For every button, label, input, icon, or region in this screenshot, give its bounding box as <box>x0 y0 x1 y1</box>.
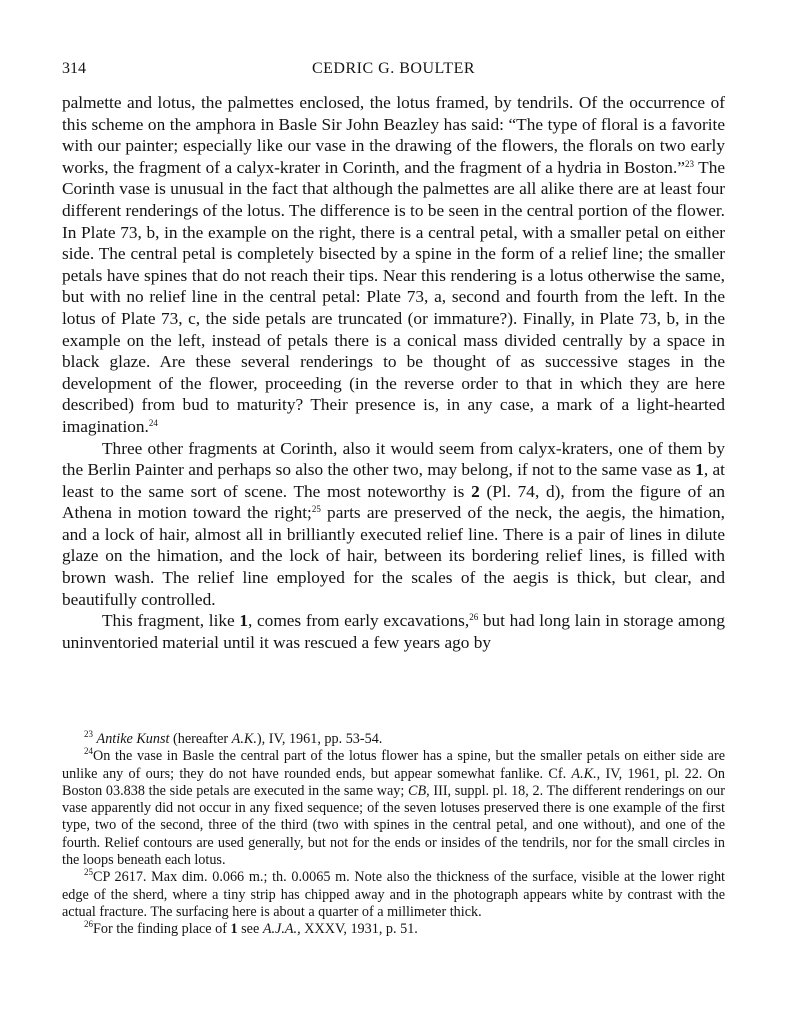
footnote-number: 23 <box>84 729 93 739</box>
paragraph-2 <box>62 438 725 611</box>
page-number: 314 <box>62 60 86 77</box>
text-span: (hereafter <box>169 731 232 747</box>
text-span: see <box>237 921 263 938</box>
footnote-number: 25 <box>84 867 93 878</box>
text-span: , XXXV, 1931, p. 51. <box>297 921 418 938</box>
italic-text: A.J.A. <box>262 921 298 938</box>
footnote-23 <box>62 731 725 748</box>
footnote-24 <box>62 748 725 869</box>
footnote-25 <box>62 869 725 921</box>
footnote-ref-23: 23 <box>684 158 694 169</box>
text-span: but had long lain in storage among uninventoried material until it was rescued a few years ago by <box>62 611 726 652</box>
text-span: CP 2617. Max dim. 0.066 m.; th. 0.0065 m. Note also the thickness of the surface, visible at the lower right edge of the sherd, where a tiny strip has chipped away and in the photograph appears white by contrast with the actual fracture. The surfacing here is about a quarter of a millimeter thick. <box>62 869 725 920</box>
italic-text: Antike Kunst <box>96 731 170 747</box>
text-span: ), IV, 1961, pp. 53-54. <box>256 731 383 747</box>
text-span: , III, suppl. pl. 18, 2. The different renderings on our vase apparently did not occur in any fixed sequence; of the seven lotuses preserved there is one example of the first type, two of the second, three of the third (two with spines in the central petal, and one without), and one of the fourth. Relief contours are used generally, but not for the ends or insides of the tendrils, nor for the small circles in the loops beneath each lotus. <box>62 782 725 869</box>
italic-text: CB <box>408 782 427 799</box>
page-header <box>62 60 725 82</box>
paragraph-1 <box>62 92 725 438</box>
fragment-number: 1 <box>230 921 238 938</box>
footnote-ref-26: 26 <box>469 612 479 623</box>
fragment-number: 1 <box>695 460 704 480</box>
footnote-ref-25: 25 <box>311 504 321 515</box>
text-span: palmette and lotus, the palmettes enclosed, the lotus framed, by tendrils. Of the occurrence of this scheme on the amphora in Basle Sir John Beazley has said: “The type of floral is a favorite with our painter; especially like our vase in the drawing of the flowers, the florals on two early works, the fragment of a calyx-krater in Corinth, and the fragment of a hydria in Boston.” <box>62 93 725 177</box>
text-span: This fragment, like <box>102 611 240 631</box>
text-span: Three other fragments at Corinth, also it would seem from calyx-kraters, one of them by the Berlin Painter and perhaps so also the other two, may belong, if not to the same vase as <box>62 438 725 480</box>
italic-text: A.K. <box>571 765 597 782</box>
body-text <box>62 92 725 653</box>
text-span: For the finding place of <box>93 921 231 938</box>
fragment-number: 2 <box>471 481 480 501</box>
text-span: (Pl. 74, d), from the figure of an Athena in motion toward the right; <box>62 481 725 523</box>
fragment-number: 1 <box>239 611 249 631</box>
italic-text: A.K. <box>231 731 257 747</box>
text-span: , at least to the same sort of scene. The most noteworthy is <box>62 460 725 501</box>
text-span: , IV, 1961, pl. 22. On Boston 03.838 the side petals are executed in the same way; <box>62 765 725 799</box>
text-span: , comes from early excavations, <box>248 611 470 631</box>
text-span: On the vase in Basle the central part of the lotus flower has a spine, but the smaller petals on either side are unlike any of ours; they do not have rounded ends, but appear somewhat fanlike. Cf. <box>62 748 725 782</box>
text-span: parts are preserved of the neck, the aegis, the himation, and a lock of hair, almost all in brilliantly executed relief line. There is a pair of lines in dilute glaze on the himation, and the lock of hair, between its bordering relief lines, is filled with brown wash. The relief line employed for the scales of the aegis is thick, but clear, and beautifully controlled. <box>62 503 725 609</box>
paragraph-3 <box>62 610 725 653</box>
footnote-number: 24 <box>84 746 93 757</box>
footnote-ref-24: 24 <box>148 417 158 428</box>
running-title: CEDRIC G. BOULTER <box>311 60 476 77</box>
footnote-26 <box>62 921 725 938</box>
footnotes <box>62 731 725 939</box>
text-span: The Corinth vase is unusual in the fact that although the palmettes are all alike there are at least four different renderings of the lotus. The difference is to be seen in the central portion of the flower. In Plate 73, b, in the example on the right, there is a central petal, with a smaller petal on either side. The central petal is completely bisected by a spine in the form of a relief line; the smaller petals have spines that do not reach their tips. Near this rendering is a lotus otherwise the same, but with no relief line in the central petal: Plate 73, a, second and fourth from the left. In the lotus of Plate 73, c, the side petals are truncated (or immature?). Finally, in Plate 73, b, in the example on the left, instead of petals there is a conical mass divided centrally by a space in black glaze. Are these several renderings to be thought of as successive stages in the development of the flower, proceeding (in the reverse order to that in which they are here described) from bud to maturity? Their presence is, in any case, a mark of a light-hearted imagination. <box>62 157 726 436</box>
footnote-number: 26 <box>84 919 93 930</box>
